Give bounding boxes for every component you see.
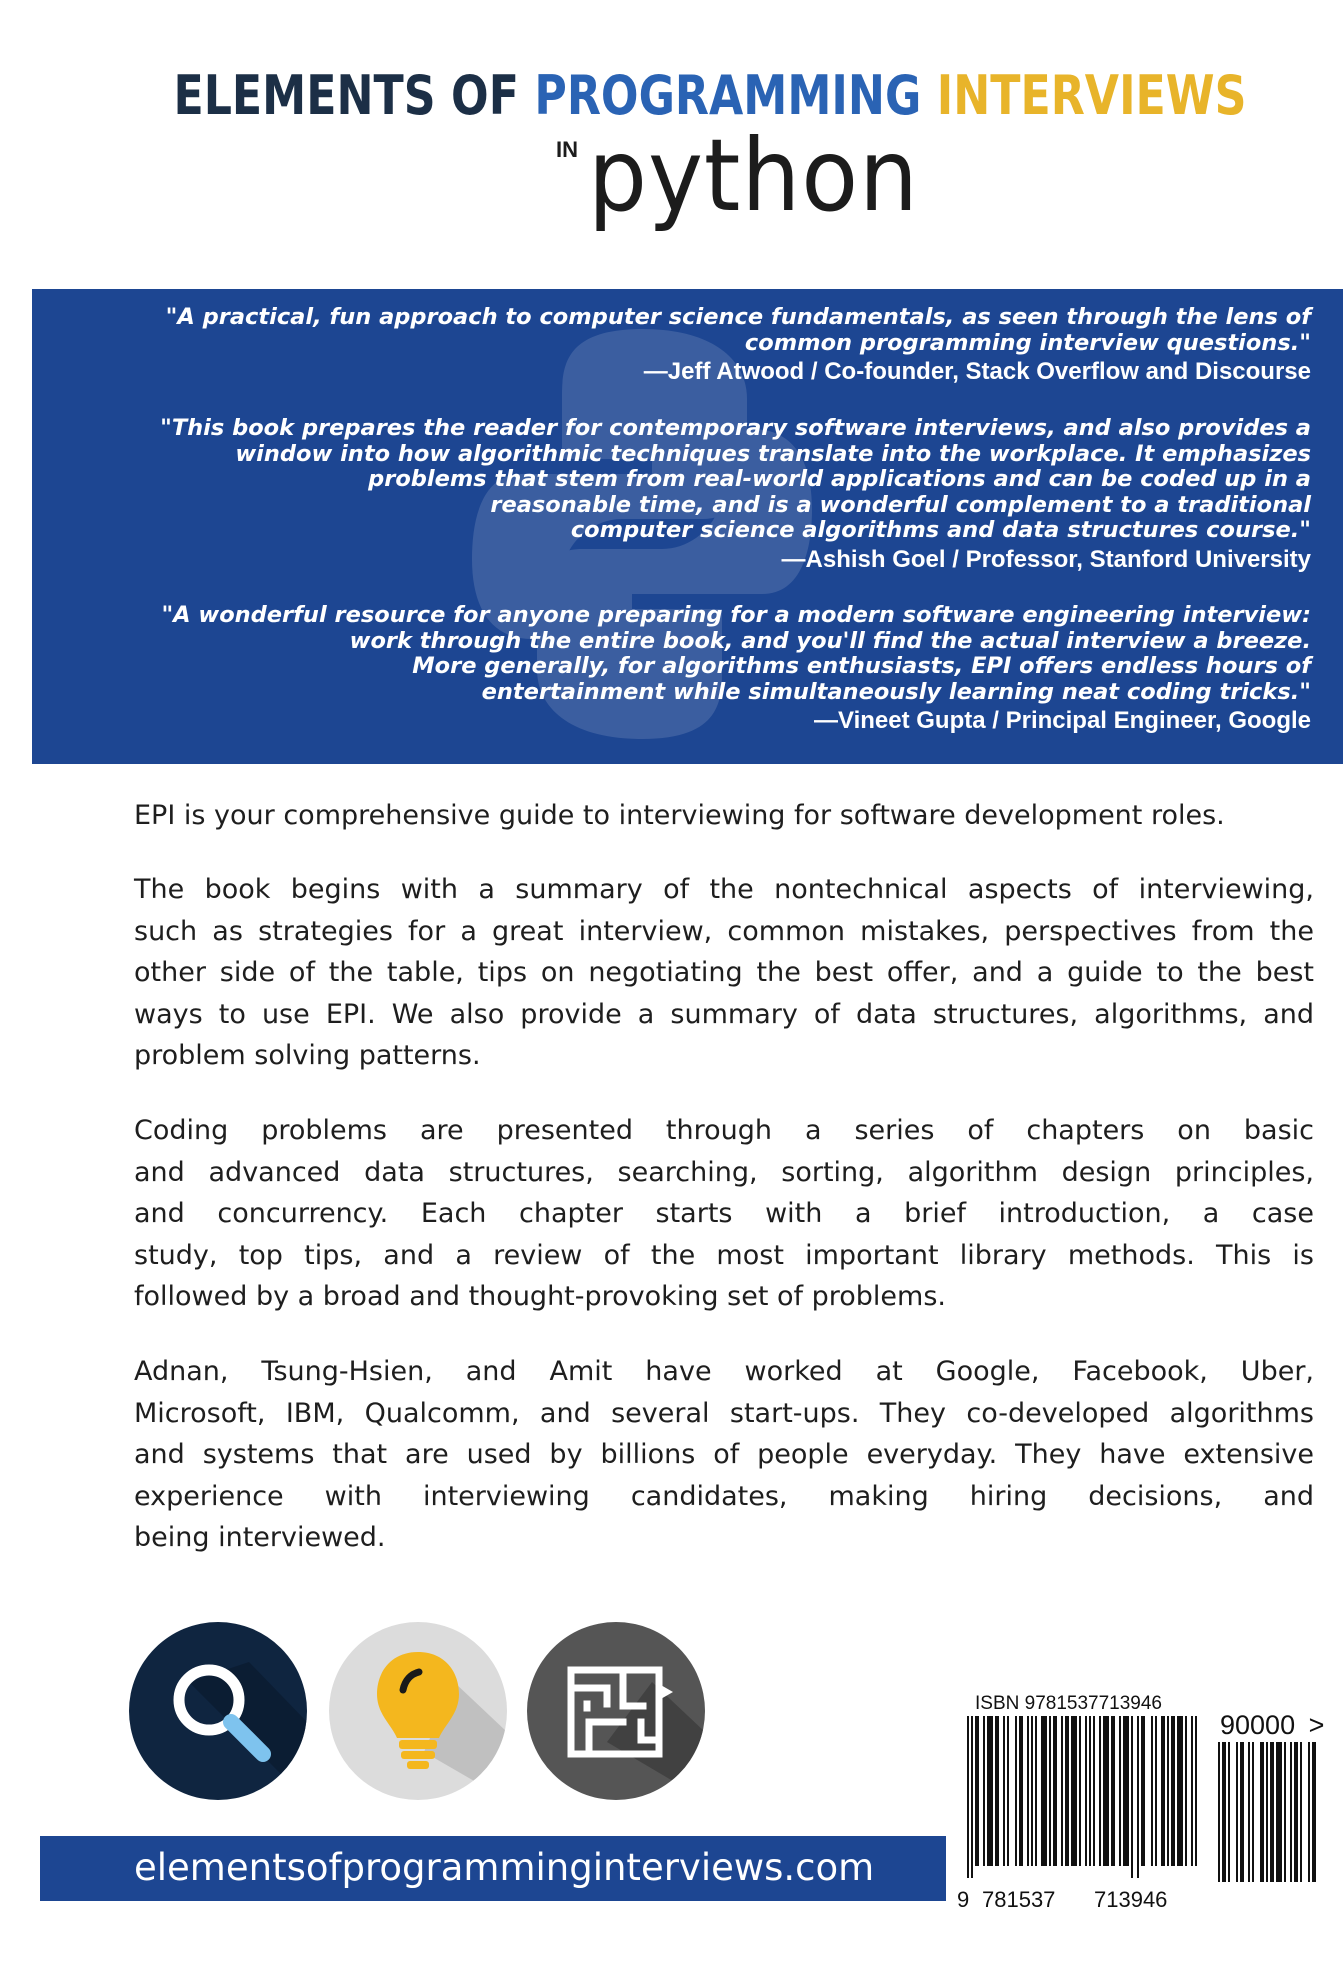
testimonial-line: "This book prepares the reader for contemporary software interviews, and also provides a (160, 415, 1311, 441)
description-line: and advanced data structures, searching, sorting, algorithm design principles, (134, 1156, 1314, 1188)
barcode-bar (1003, 1716, 1005, 1866)
description-line: followed by a broad and thought-provoking set of problems. (134, 1281, 946, 1312)
barcode-bar (983, 1716, 985, 1866)
testimonial-2 (160, 416, 1311, 574)
barcode-bar (1222, 1742, 1226, 1882)
description-line: being interviewed. (134, 1522, 386, 1553)
barcode-bar (1085, 1716, 1087, 1866)
description-line: EPI is your comprehensive guide to interviewing for software development roles. (134, 800, 1225, 831)
barcode-bar (1270, 1742, 1274, 1882)
barcode-bar (1161, 1716, 1165, 1866)
description-line: and concurrency. Each chapter starts with a brief introduction, a case (134, 1198, 1314, 1229)
description-paragraph-3 (134, 1110, 1314, 1318)
barcode-bar (1061, 1716, 1063, 1866)
light-bulb-icon (329, 1622, 507, 1800)
description-line: Coding problems are presented through a series of chapters on basic (134, 1115, 1314, 1146)
barcode-bar (1027, 1716, 1029, 1866)
barcode-bar (1191, 1716, 1193, 1866)
description-line: Microsoft, IBM, Qualcomm, and several start-ups. They co-developed algorithms (134, 1397, 1314, 1429)
title-word-programming: PROGRAMMING (534, 64, 922, 127)
isbn-barcode-bars (967, 1716, 1197, 1878)
barcode-bar (1089, 1716, 1091, 1866)
testimonial-line: computer science algorithms and data structures course." (570, 517, 1311, 543)
description-paragraph-2 (134, 869, 1314, 1077)
barcode-bar (1248, 1742, 1250, 1882)
price-value: 90000 (1220, 1710, 1296, 1740)
barcode-bar (1137, 1716, 1139, 1878)
barcode-bar (1141, 1716, 1145, 1866)
title-language: python (588, 117, 919, 234)
barcode-bar (1312, 1742, 1316, 1882)
website-bar (40, 1836, 946, 1901)
barcode-bar (1099, 1716, 1101, 1866)
barcode-bar (1151, 1716, 1153, 1866)
testimonial-line: "A wonderful resource for anyone preparing for a modern software engineering interview: (161, 602, 1311, 628)
barcode-bar (1007, 1716, 1009, 1866)
barcode-bar (1240, 1742, 1244, 1882)
testimonial-3 (161, 603, 1311, 735)
barcode-bar (1123, 1716, 1129, 1866)
barcode-bar (1252, 1742, 1254, 1882)
barcode-bar (1308, 1742, 1310, 1882)
barcode-bar (1294, 1742, 1298, 1882)
barcode-bar (1131, 1716, 1133, 1878)
testimonial-attribution: —Vineet Gupta / Principal Engineer, Google (814, 707, 1311, 734)
barcode-bar (1049, 1716, 1051, 1866)
barcode-bar (971, 1716, 973, 1878)
price-label (1220, 1710, 1324, 1741)
barcode-bar (1266, 1742, 1268, 1882)
barcode-bar (1171, 1716, 1175, 1866)
description-line: problem solving patterns. (134, 1040, 481, 1071)
barcode-bar (1019, 1716, 1023, 1866)
price-marker: > (1308, 1710, 1325, 1740)
testimonial-line: work through the entire book, and you'll find the actual interview a breeze. (349, 627, 1311, 654)
barcode-bar (1111, 1716, 1115, 1866)
barcode-bar (1185, 1716, 1187, 1866)
barcode-bar (1284, 1742, 1286, 1882)
barcode-bar (987, 1716, 993, 1866)
barcode-bar (1195, 1716, 1197, 1866)
barcode-bar (1053, 1716, 1057, 1866)
description-line: The book begins with a summary of the nontechnical aspects of interviewing, (134, 874, 1314, 905)
barcode-bar (1041, 1716, 1047, 1866)
testimonial-1 (166, 305, 1311, 386)
barcode-digits-group-2: 713946 (1094, 1887, 1168, 1912)
barcode-bar (1093, 1716, 1095, 1866)
barcode-bar (1228, 1742, 1230, 1882)
barcode-bar (1300, 1742, 1302, 1882)
testimonial-line: entertainment while simultaneously learning neat coding tricks." (481, 678, 1311, 705)
testimonial-line: reasonable time, and is a wonderful complement to a traditional (490, 491, 1311, 518)
title-in: IN (556, 137, 578, 162)
testimonials-band (32, 289, 1343, 764)
barcode-bar (995, 1716, 999, 1866)
testimonial-attribution: —Jeff Atwood / Co-founder, Stack Overflow and Discourse (643, 358, 1311, 385)
barcode-digit-first: 9 (957, 1887, 970, 1912)
price-barcode (1216, 1742, 1333, 1886)
description-line: study, top tips, and a review of the most important library methods. This is (134, 1239, 1314, 1271)
barcode-bar (1119, 1716, 1121, 1866)
maze-icon (527, 1622, 705, 1800)
description-line: ways to use EPI. We also provide a summary of data structures, algorithms, and (134, 998, 1314, 1030)
description-line: experience with interviewing candidates, making hiring decisions, and (134, 1480, 1314, 1512)
barcode-bar (1071, 1716, 1077, 1866)
website-url[interactable]: elementsofprogramminginterviews.com (134, 1846, 875, 1889)
description-line: other side of the table, tips on negotiating the best offer, and a guide to the best (134, 957, 1314, 988)
barcode-bar (967, 1716, 969, 1878)
barcode-bar (1065, 1716, 1069, 1866)
barcode-bar (1035, 1716, 1037, 1866)
barcode-bar (1290, 1742, 1292, 1882)
barcode-bar (1103, 1716, 1109, 1866)
barcode-bar (975, 1716, 979, 1866)
barcode-bar (1276, 1742, 1282, 1882)
barcode-bar (1079, 1716, 1081, 1866)
testimonial-line: problems that stem from real-world applications and can be coded up in a (368, 466, 1311, 492)
title-word-interviews: INTERVIEWS (936, 64, 1247, 127)
description-line: such as strategies for a great interview, common mistakes, perspectives from the (134, 915, 1314, 947)
testimonial-attribution: —Ashish Goel / Professor, Stanford University (781, 545, 1311, 573)
testimonial-line: common programming interview questions." (744, 329, 1311, 356)
barcode-bar (1218, 1742, 1220, 1882)
isbn-barcode (965, 1716, 1197, 1886)
barcode-bar (1031, 1716, 1033, 1866)
barcode-bar (1155, 1716, 1157, 1866)
description-paragraph-4 (134, 1351, 1314, 1559)
testimonial-line: More generally, for algorithms enthusiasts, EPI offers endless hours of (412, 653, 1311, 679)
barcode-bar (1167, 1716, 1169, 1866)
description-paragraph-1 (134, 795, 1314, 837)
magnifying-glass-icon (129, 1622, 307, 1800)
barcode-bar (1177, 1716, 1183, 1866)
barcode-bar (1260, 1742, 1264, 1882)
price-barcode-bars (1218, 1742, 1316, 1882)
barcode-digits-group-1: 781537 (982, 1887, 1056, 1912)
barcode-bar (1015, 1716, 1017, 1866)
barcode-bar (1236, 1742, 1238, 1882)
testimonial-line: "A practical, fun approach to computer science fundamentals, as seen through the lens of (165, 304, 1311, 330)
testimonial-line: window into how algorithmic techniques translate into the workplace. It emphasizes (235, 440, 1311, 467)
title-word-elements-of: ELEMENTS OF (173, 64, 519, 127)
description-line: Adnan, Tsung-Hsien, and Amit have worked at Google, Facebook, Uber, (134, 1356, 1314, 1387)
isbn-label: ISBN 9781537713946 (975, 1693, 1162, 1714)
description-line: and systems that are used by billions of people everyday. They have extensive (134, 1439, 1314, 1470)
